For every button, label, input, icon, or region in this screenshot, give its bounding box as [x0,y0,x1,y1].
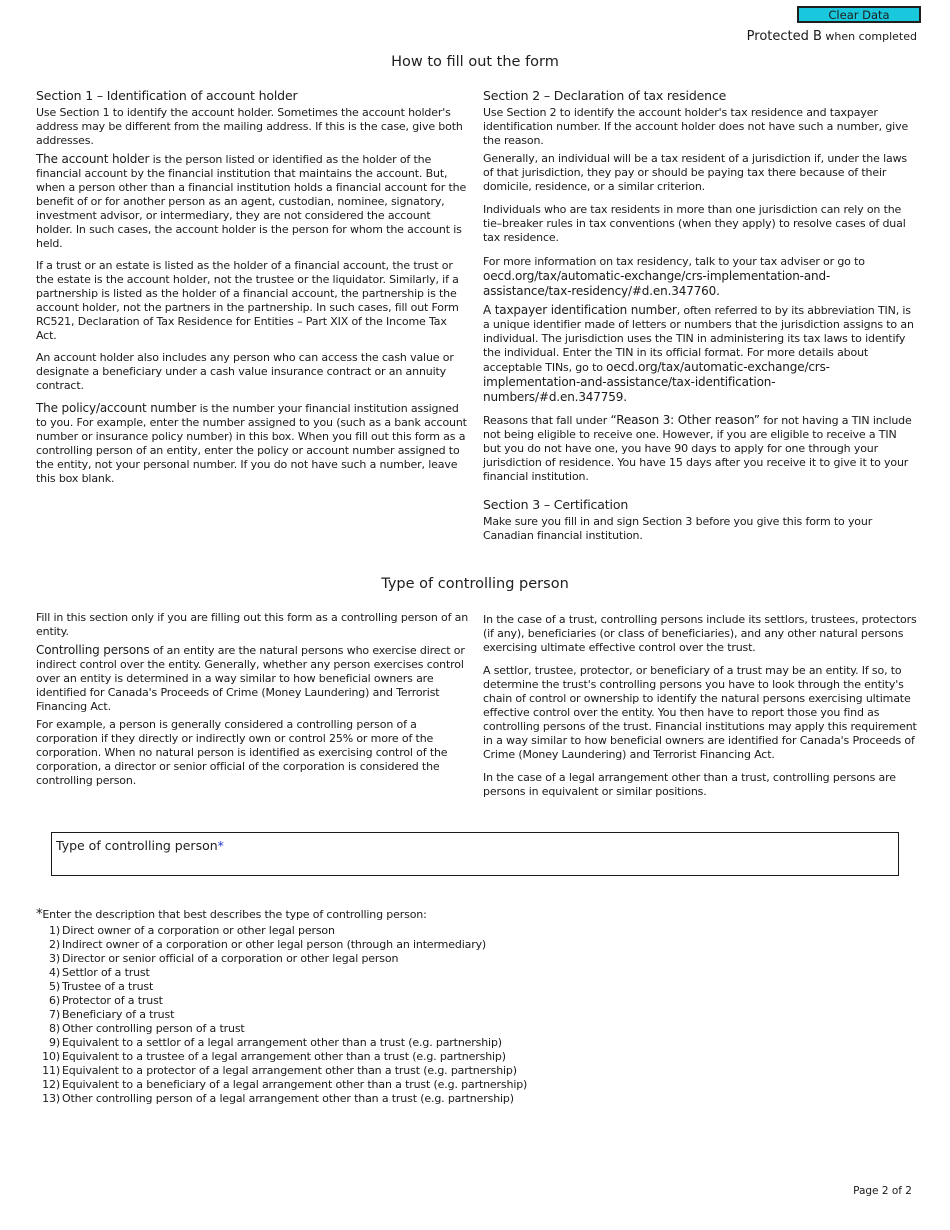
controlling-right-column [483,613,917,803]
note-asterisk: * [36,907,43,922]
controlling-type-option [36,966,527,980]
controlling-type-option [36,1022,527,1036]
option-number: 3) [49,952,60,965]
option-number: 6) [49,994,60,1007]
option-text: Equivalent to a beneficiary of a legal arrangement other than a trust (e.g. partnership) [62,1078,528,1091]
option-text: Settlor of a trust [62,966,150,979]
controlling-type-option [36,1036,527,1050]
section1-para4: An account holder also includes any person who can access the cash value or designate a beneficiary under a cash value insurance contract or an annuity contract. [36,351,454,392]
section3-para1: Make sure you fill in and sign Section 3 before you give this form to your Canadian financial institution. [483,515,873,542]
controlling-type-option [36,1008,527,1022]
option-number: 5) [49,980,60,993]
section2-column [483,89,917,547]
option-text: Other controlling person of a trust [62,1022,245,1035]
controlling-left-para3: For example, a person is generally considered a controlling person of a corporation if they directly or indirectly own or control 25% or more of the corporation. When no natural person is identified as exercising control of the corporation, a director or senior official of the corporation is considered the controlling person. [36,718,448,787]
option-number: 1) [49,924,60,937]
option-text: Other controlling person of a legal arrangement other than a trust (e.g. partnership) [62,1092,514,1105]
reason3-quote: “Reason 3: Other reason” [610,413,760,427]
section1-column [36,89,470,490]
section2-para5 [483,303,917,405]
option-text: Indirect owner of a corporation or other legal person (through an intermediary) [62,938,487,951]
option-number: 11) [42,1064,60,1077]
option-text: Equivalent to a protector of a legal arrangement other than a trust (e.g. partnership) [62,1064,517,1077]
controlling-type-option [36,1092,527,1106]
controlling-right-para1: In the case of a trust, controlling persons include its settlors, trustees, protectors (if any), beneficiaries (or class of beneficiaries), and any other natural persons exercising ultimate effective control over the trust. [483,613,917,654]
protected-main: Protected B [746,29,822,44]
section1-para5 [36,401,470,486]
protected-label [747,29,917,44]
option-text: Protector of a trust [62,994,163,1007]
option-number: 2) [49,938,60,951]
section1-para3: If a trust or an estate is listed as the holder of a financial account, the trust or the estate is the account holder, not the trustee or the liquidator. Similarly, if a partnership is listed as the holder of a financial account, the partnership is the account holder, not the partners in the partnership. In such cases, fill out Form RC521, Declaration of Tax Residence for Entities – Part XIX of the Income Tax Act. [36,259,459,342]
option-number: 13) [42,1092,60,1105]
option-text: Beneficiary of a trust [62,1008,175,1021]
controlling-type-option [36,1064,527,1078]
option-number: 12) [42,1078,60,1091]
policy-account-term: The policy/account number [36,401,197,415]
section1-para2-text: is the person listed or identified as the holder of the financial account by the financial institution that maintains the account. But, when a person other than a financial institution holds a financial account for the benefit of or for another person as an agent, custodian, nominee, signatory, investment advisor, or intermediary, they are not considered the account holder. In such cases, the account holder is the person for whom the account is held. [36,153,467,250]
option-number: 8) [49,1022,60,1035]
tax-residency-link[interactable]: oecd.org/tax/automatic-exchange/crs-implementation-and-assistance/tax-residency/#d.en.347760. [483,269,831,298]
section2-para2: Generally, an individual will be a tax resident of a jurisdiction if, under the laws of that jurisdiction, they pay or should be paying tax there because of their domicile, residence, or a similar criterion. [483,152,908,193]
section3-title: Section 3 – Certification [483,497,629,512]
option-text: Equivalent to a settlor of a legal arrangement other than a trust (e.g. partnership) [62,1036,502,1049]
option-text: Director or senior official of a corporation or other legal person [62,952,399,965]
controlling-person-type-field[interactable] [51,832,899,876]
controlling-type-option [36,994,527,1008]
option-number: 7) [49,1008,60,1021]
controlling-type-option [36,938,527,952]
section2-para6-pre: Reasons that fall under [483,414,611,427]
section2-para3: Individuals who are tax residents in more than one jurisdiction can rely on the tie–breaker rules in tax conventions (when they apply) to resolve cases of dual tax residence. [483,203,906,244]
controlling-type-options [36,924,527,1106]
section2-para1: Use Section 2 to identify the account holder's tax residence and taxpayer identification number. If the account holder does not have such a number, give the reason. [483,106,909,147]
section1-para1: Use Section 1 to identify the account holder. Sometimes the account holder's address may be different from the mailing address. If this is the case, give both addresses. [36,106,463,147]
section2-para5-text: , often referred to by its abbreviation TIN, is a unique identifier made of letters or numbers that the jurisdiction assigns to an individual. The jurisdiction uses the TIN in administering its tax laws to identify the individual. Enter the TIN in its official format. For more details about acceptable TINs, go to [483,304,914,374]
page-number: Page 2 of 2 [853,1185,912,1197]
controlling-type-option [36,952,527,966]
section2-para4-text: For more information on tax residency, talk to your tax adviser or go to [483,255,865,268]
option-text: Trustee of a trust [62,980,154,993]
section1-para5-text: is the number your financial institution assigned to you. For example, enter the number assigned to you (such as a bank account number or insurance policy number) in this box. When you fill out this form as a controlling person of an entity, enter the policy or account number assigned to the entity, not your personal number. If you do not have such a number, leave this box blank. [36,402,467,485]
clear-data-button[interactable]: Clear Data [797,6,921,23]
controlling-left-column [36,611,470,792]
controlling-left-para2 [36,643,470,714]
controlling-left-para1: Fill in this section only if you are filling out this form as a controlling person of an entity. [36,611,469,638]
required-asterisk: * [217,838,224,853]
tin-link[interactable]: oecd.org/tax/automatic-exchange/crs-implementation-and-assistance/tax-identification-numbers/#d.en.347759. [483,360,830,404]
account-holder-term: The account holder [36,152,150,166]
section1-title: Section 1 – Identification of account holder [36,88,298,103]
controlling-person-type-label: Type of controlling person [56,838,218,853]
controlling-type-option [36,1050,527,1064]
option-number: 9) [49,1036,60,1049]
section2-para6-post: for not having a TIN include not being eligible to receive one. However, if you are eligible to receive a TIN but you do not have one, you have 90 days to apply for one through your jurisdiction of residence. You have 15 days after you receive it to give it to your financial institution. [483,414,912,483]
tin-term: A taxpayer identification number [483,303,677,317]
controlling-right-para2: A settlor, trustee, protector, or beneficiary of a trust may be an entity. If so, to determine the trust's controlling persons you have to look through the entity's chain of control or ownership to identify the natural persons exercising ultimate effective control over the entity. You then have to report those you find as controlling persons of the trust. Financial institutions may apply this requirement in a way similar to how beneficial owners are identified for Canada's Proceeds of Crime (Money Laundering) and Terrorist Financing Act. [483,664,917,761]
option-text: Equivalent to a trustee of a legal arrangement other than a trust (e.g. partnership) [62,1050,506,1063]
instructions-heading: How to fill out the form [391,54,559,70]
controlling-type-note [36,908,527,1106]
option-text: Direct owner of a corporation or other legal person [62,924,335,937]
controlling-type-option [36,924,527,938]
section1-para2 [36,152,470,251]
section2-para4 [483,255,917,299]
controlling-heading: Type of controlling person [381,576,569,592]
note-text: Enter the description that best describes the type of controlling person: [42,908,427,921]
protected-suffix: when completed [821,30,917,43]
controlling-persons-term: Controlling persons [36,643,150,657]
option-number: 4) [49,966,60,979]
controlling-left-para2-text: of an entity are the natural persons who exercise direct or indirect control over the entity. Generally, whether any person exercises control over an entity is determined in a way similar to how beneficial owners are identified for Canada's Proceeds of Crime (Money Laundering) and Terrorist Financing Act. [36,644,465,713]
controlling-right-para3: In the case of a legal arrangement other than a trust, controlling persons are persons in equivalent or similar positions. [483,771,896,798]
controlling-type-option [36,980,527,994]
option-number: 10) [42,1050,60,1063]
section2-para6 [483,413,917,484]
section2-title: Section 2 – Declaration of tax residence [483,88,727,103]
controlling-type-option [36,1078,527,1092]
